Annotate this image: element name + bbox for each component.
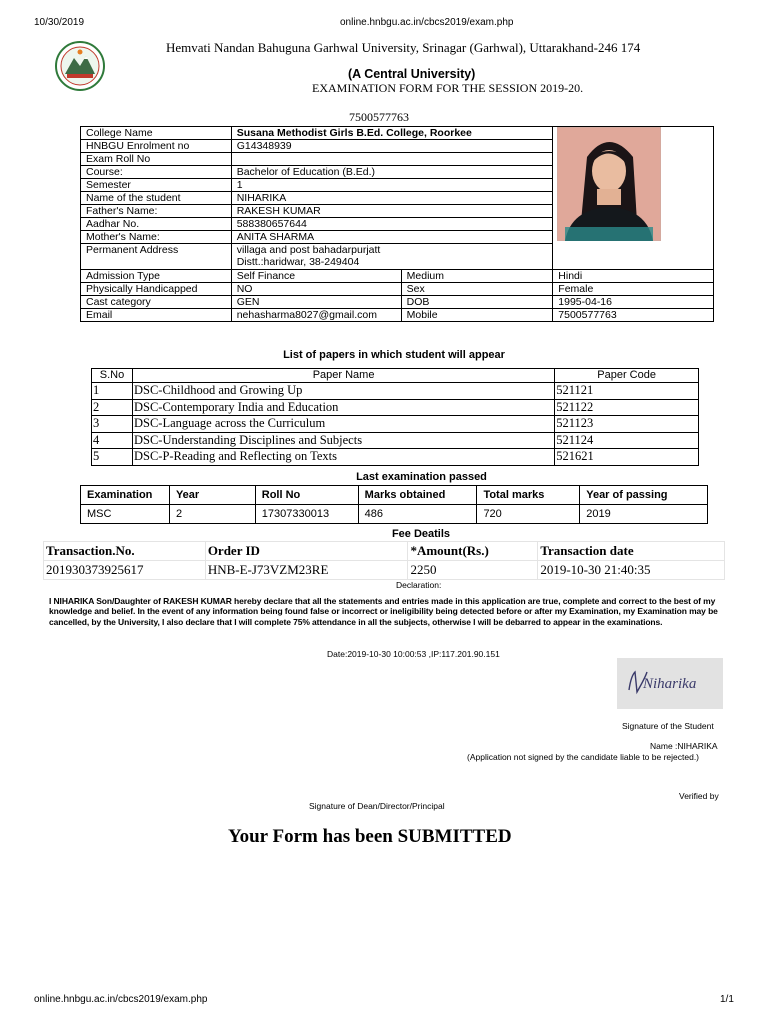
signature-image — [617, 658, 723, 709]
student-name-value: NIHARIKA — [231, 192, 553, 205]
paper-row — [92, 399, 699, 416]
header-phone: 7500577763 — [349, 110, 409, 124]
exam-header-examination: Examination — [81, 486, 170, 505]
student-photo-icon — [557, 127, 661, 241]
fee-transaction: 201930373925617 — [44, 561, 206, 580]
mother-name-label: Mother's Name: — [81, 231, 232, 244]
exam-marks: 486 — [358, 505, 477, 524]
paper-code: 521124 — [555, 432, 699, 449]
university-logo-icon — [53, 40, 107, 92]
fee-header-amount: *Amount(Rs.) — [408, 542, 538, 561]
address-label: Permanent Address — [81, 244, 232, 270]
print-date: 10/30/2019 — [34, 17, 85, 28]
exam-header-total: Total marks — [477, 486, 580, 505]
college-value: Susana Methodist Girls B.Ed. College, Roorkee — [231, 127, 553, 140]
last-exam-table — [80, 485, 708, 524]
aadhar-label: Aadhar No. — [81, 218, 232, 231]
fee-header-date: Transaction date — [538, 542, 725, 561]
paper-code: 521123 — [555, 416, 699, 433]
paper-sno: 4 — [92, 432, 133, 449]
exam-header-marks: Marks obtained — [358, 486, 477, 505]
mobile-label: Mobile — [401, 309, 553, 322]
sex-value: Female — [553, 283, 714, 296]
dob-value: 1995-04-16 — [553, 296, 714, 309]
fee-title: Fee Deatils — [391, 528, 451, 540]
exam-total: 720 — [477, 505, 580, 524]
paper-code: 521121 — [555, 383, 699, 400]
verified-by: Verified by — [679, 791, 719, 801]
semester-value: 1 — [231, 179, 553, 192]
course-value: Bachelor of Education (B.Ed.) — [231, 166, 553, 179]
student-details-table — [80, 126, 714, 322]
exam-passing: 2019 — [580, 505, 708, 524]
admission-value: Self Finance — [231, 270, 401, 283]
exam-roll: 17307330013 — [255, 505, 358, 524]
address-line1: villaga and post bahadarpurjatt — [236, 244, 381, 256]
address-value — [231, 244, 553, 270]
footer-url: online.hnbgu.ac.in/cbcs2019/exam.php — [34, 994, 208, 1005]
roll-label: Exam Roll No — [81, 153, 232, 166]
fee-order: HNB-E-J73VZM23RE — [205, 561, 408, 580]
exam-header-year: Year — [169, 486, 255, 505]
handicap-value: NO — [231, 283, 401, 296]
paper-name: DSC-P-Reading and Reflecting on Texts — [132, 449, 554, 466]
father-name-label: Father's Name: — [81, 205, 232, 218]
signature-name: Name :NIHARIKA — [650, 741, 718, 751]
college-label: College Name — [81, 127, 232, 140]
form-title: EXAMINATION FORM FOR THE SESSION 2019-20. — [312, 81, 584, 95]
paper-code: 521122 — [555, 399, 699, 416]
paper-name: DSC-Contemporary India and Education — [132, 399, 554, 416]
cast-value: GEN — [231, 296, 401, 309]
cast-label: Cast category — [81, 296, 232, 309]
father-name-value: RAKESH KUMAR — [231, 205, 553, 218]
paper-name: DSC-Language across the Curriculum — [132, 416, 554, 433]
semester-label: Semester — [81, 179, 232, 192]
admission-label: Admission Type — [81, 270, 232, 283]
fee-header-transaction: Transaction.No. — [44, 542, 206, 561]
paper-name: DSC-Childhood and Growing Up — [132, 383, 554, 400]
medium-value: Hindi — [553, 270, 714, 283]
fee-date: 2019-10-30 21:40:35 — [538, 561, 725, 580]
declaration-title: Declaration: — [396, 580, 442, 590]
university-subtitle: (A Central University) — [348, 67, 476, 81]
sex-label: Sex — [401, 283, 553, 296]
signature-note: (Application not signed by the candidate liable to be rejected.) — [467, 752, 700, 762]
roll-value — [231, 153, 553, 166]
paper-sno: 2 — [92, 399, 133, 416]
dob-label: DOB — [401, 296, 553, 309]
fee-row — [44, 561, 725, 580]
paper-row — [92, 432, 699, 449]
exam-year: 2 — [169, 505, 255, 524]
dean-signature: Signature of Dean/Director/Principal — [309, 801, 445, 811]
papers-header-code: Paper Code — [555, 369, 699, 383]
paper-row — [92, 383, 699, 400]
paper-sno: 1 — [92, 383, 133, 400]
paper-row — [92, 449, 699, 466]
paper-sno: 3 — [92, 416, 133, 433]
signature-text: Niharika — [643, 676, 697, 692]
enrolment-label: HNBGU Enrolment no — [81, 140, 232, 153]
declaration-date: Date:2019-10-30 10:00:53 ,IP:117.201.90.151 — [327, 649, 500, 659]
handicap-label: Physically Handicapped — [81, 283, 232, 296]
paper-code: 521621 — [555, 449, 699, 466]
fee-table — [43, 541, 725, 580]
paper-name: DSC-Understanding Disciplines and Subjects — [132, 432, 554, 449]
address-line2: Distt.:haridwar, 38-249404 — [236, 256, 360, 268]
aadhar-value: 588380657644 — [231, 218, 553, 231]
course-label: Course: — [81, 166, 232, 179]
university-name: Hemvati Nandan Bahuguna Garhwal University, Srinagar (Garhwal), Uttarakhand-246 174 — [166, 40, 641, 55]
submission-status: Your Form has been SUBMITTED — [228, 826, 512, 847]
email-value: nehasharma8027@gmail.com — [231, 309, 401, 322]
signature-label: Signature of the Student — [622, 721, 714, 731]
email-label: Email — [81, 309, 232, 322]
papers-table — [91, 368, 699, 466]
mobile-value: 7500577763 — [553, 309, 714, 322]
papers-header-sno: S.No — [92, 369, 133, 383]
student-name-label: Name of the student — [81, 192, 232, 205]
photo-cell — [553, 127, 714, 270]
print-url: online.hnbgu.ac.in/cbcs2019/exam.php — [340, 17, 514, 28]
medium-label: Medium — [401, 270, 553, 283]
papers-header-name: Paper Name — [132, 369, 554, 383]
exam-header-roll: Roll No — [255, 486, 358, 505]
exam-header-passing: Year of passing — [580, 486, 708, 505]
mother-name-value: ANITA SHARMA — [231, 231, 553, 244]
fee-header-order: Order ID — [205, 542, 408, 561]
last-exam-title: Last examination passed — [356, 471, 487, 483]
paper-sno: 5 — [92, 449, 133, 466]
enrolment-value: G14348939 — [231, 140, 553, 153]
footer-page: 1/1 — [720, 994, 734, 1005]
exam-examination: MSC — [81, 505, 170, 524]
fee-amount: 2250 — [408, 561, 538, 580]
exam-row — [81, 505, 708, 524]
papers-title: List of papers in which student will appear — [283, 349, 505, 361]
paper-row — [92, 416, 699, 433]
declaration-text: I NIHARIKA Son/Daughter of RAKESH KUMAR hereby declare that all the statements and entries made in this application are true, complete and correct to the best of my knowledge and belief. In the event of any information being found false or incorrect or ineligibility being detected before or after my Examination, my Examination may be cancelled, by the University, I also declare that I will complete 75% attendance in all the subjects, otherwise I will be debarred to appear in the examinations. — [49, 596, 718, 627]
